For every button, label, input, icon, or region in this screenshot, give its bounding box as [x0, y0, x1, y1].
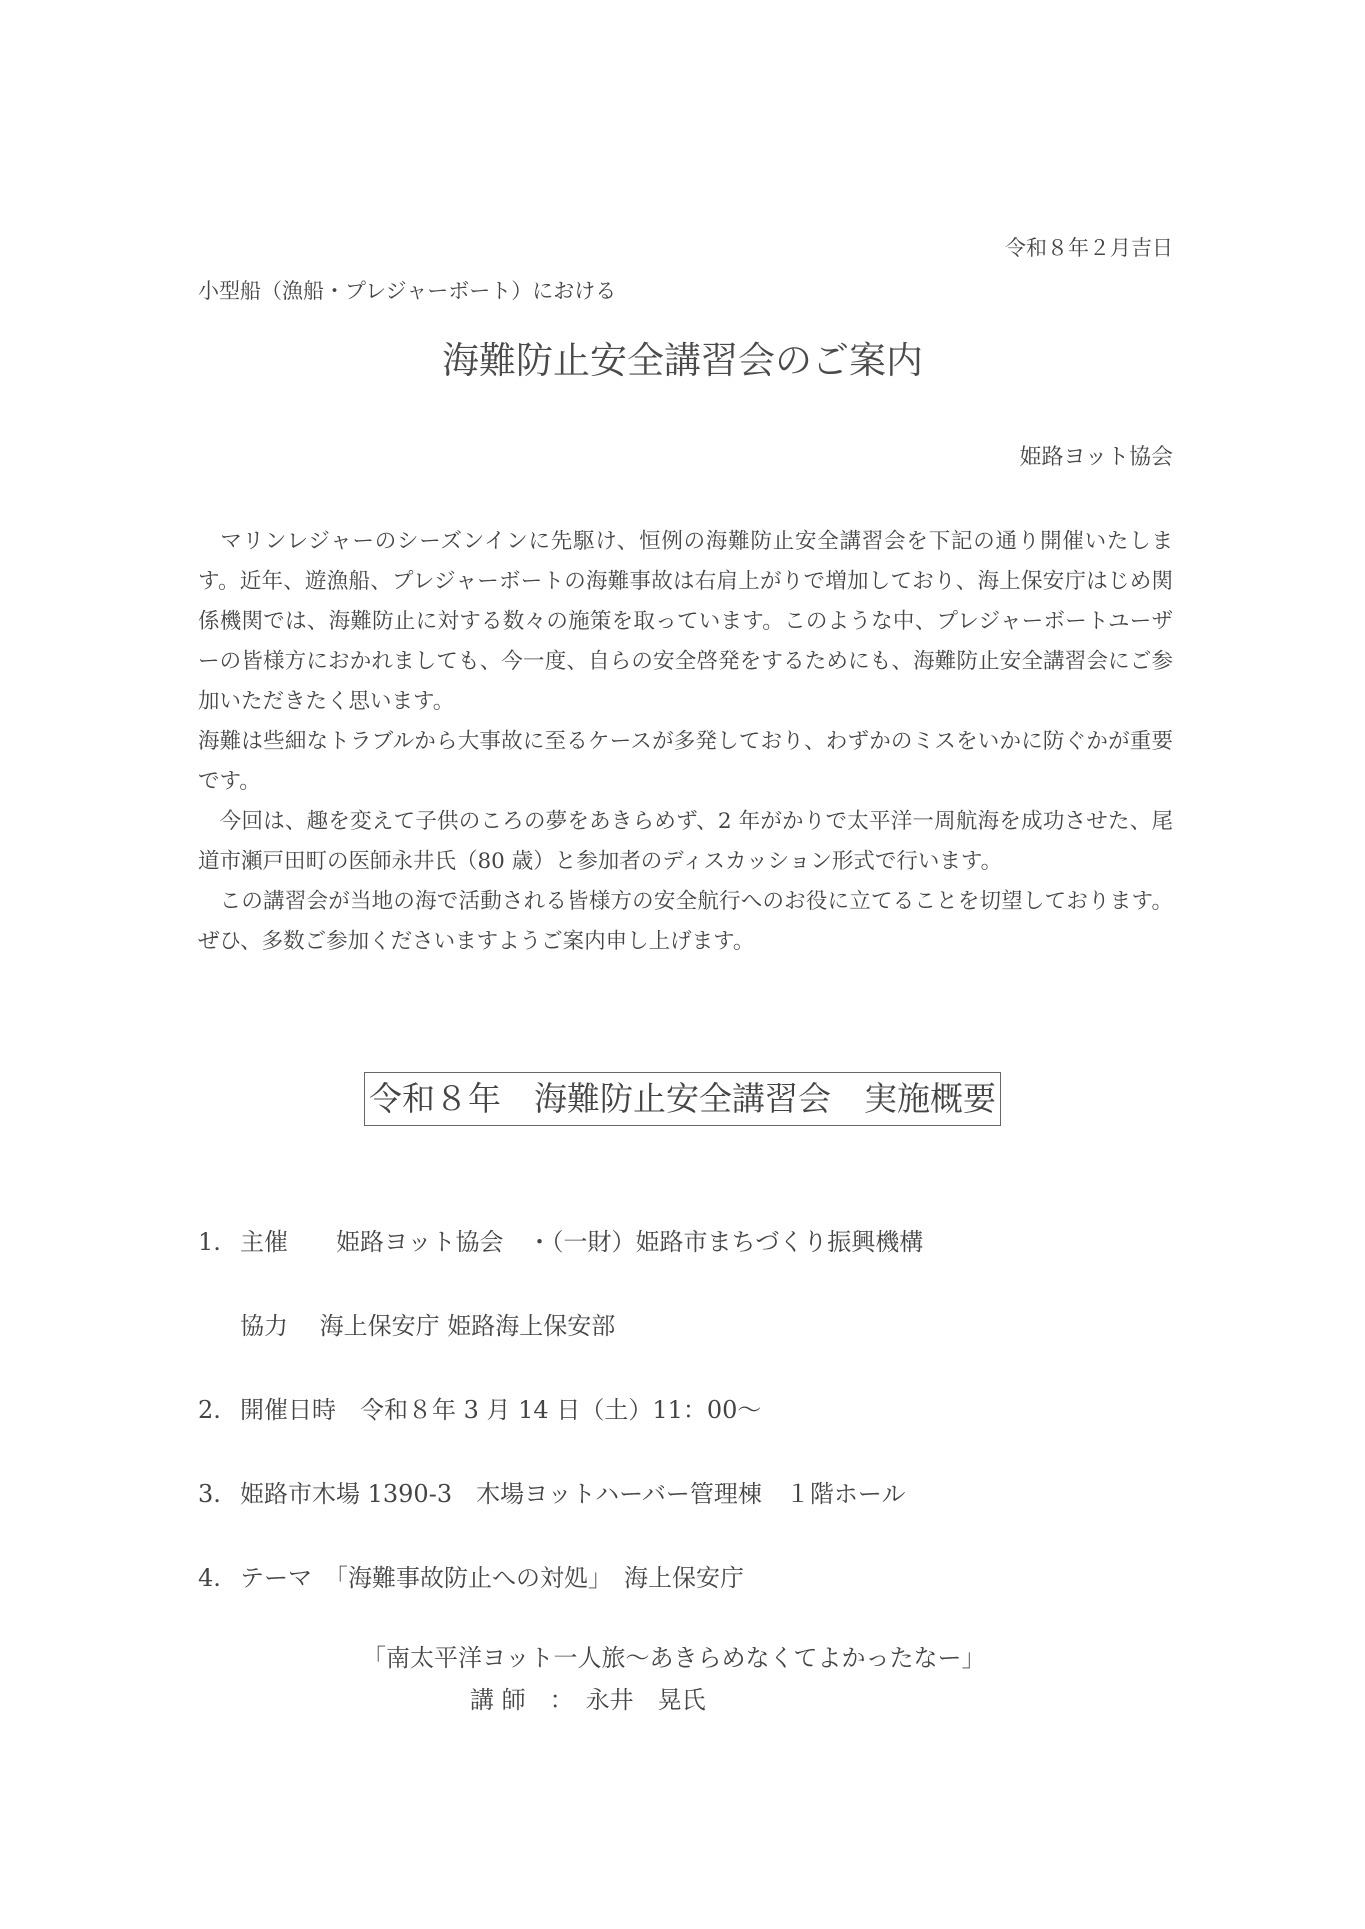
summary-item-theme: [198, 1558, 744, 1593]
item-number: 4.: [198, 1564, 221, 1592]
document-date: 令和８年２月吉日: [1005, 236, 1173, 260]
summary-item-cooperation: [240, 1306, 615, 1341]
item-number: 1.: [198, 1228, 221, 1256]
document-subtitle: 小型船（漁船・プレジャーボート）における: [198, 279, 617, 303]
lecture-title: 「南太平洋ヨット一人旅～あきらめなくてよかったなー」: [362, 1644, 986, 1672]
item-text: 開催日時 令和８年 3 月 14 日（土）11：00～: [240, 1396, 762, 1424]
body-text: [198, 522, 1173, 962]
document-title: 海難防止安全講習会のご案内: [442, 339, 923, 382]
item-text: テーマ 「海難事故防止への対処」 海上保安庁: [240, 1564, 744, 1592]
body-paragraph: 海難は些細なトラブルから大事故に至るケースが多発しており、わずかのミスをいかに防ぐかが重要です。: [198, 729, 1173, 794]
body-paragraph: この講習会が当地の海で活動される皆様方の安全航行へのお役に立てることを切望しております。ぜひ、多数ご参加くださいますようご案内申し上げます。: [198, 889, 1173, 954]
summary-item-venue: [198, 1474, 905, 1509]
body-paragraph: マリンレジャーのシーズンインに先駆け、恒例の海難防止安全講習会を下記の通り開催いたします。近年、遊漁船、プレジャーボートの海難事故は右肩上がりで増加しており、海上保安庁はじめ関係機関では、海難防止に対する数々の施策を取っています。このような中、プレジャーボートユーザーの皆様方におかれましても、今一度、自らの安全啓発をするためにも、海難防止安全講習会にご参加いただきたく思います。: [198, 529, 1173, 714]
item-text: 姫路市木場 1390‐3 木場ヨットハーバー管理棟 １階ホール: [240, 1480, 906, 1508]
summary-heading-box: 令和８年 海難防止安全講習会 実施概要: [364, 1072, 1001, 1126]
summary-heading-wrap: [0, 1072, 1365, 1126]
item-text: 主催 姫路ヨット協会 ・（一財）姫路市まちづくり振興機構: [240, 1228, 924, 1256]
organization-name: 姫路ヨット協会: [1019, 445, 1173, 470]
summary-item-organizer: [198, 1222, 923, 1257]
body-paragraph: 今回は、趣を変えて子供のころの夢をあきらめず、2 年がかりで太平洋一周航海を成功させた、尾道市瀬戸田町の医師永井氏（80 歳）と参加者のディスカッション形式で行います。: [198, 809, 1173, 874]
item-text: 協力 海上保安庁 姫路海上保安部: [240, 1312, 616, 1340]
summary-item-datetime: [198, 1390, 761, 1425]
item-number: 2.: [198, 1396, 221, 1424]
lecturer-name: 講 師 ： 永井 晃氏: [470, 1686, 706, 1714]
item-number: 3.: [198, 1480, 221, 1508]
